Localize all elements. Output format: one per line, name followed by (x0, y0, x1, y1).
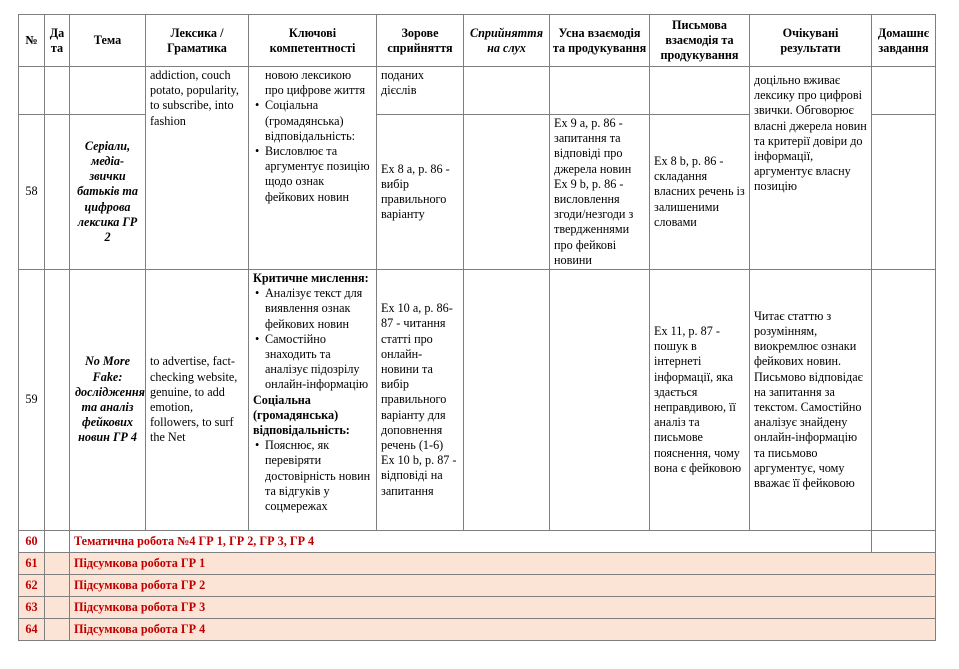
vocab-cell-57-58: addiction, couch potato, popularity, to subscribe, into fashion (146, 67, 249, 270)
lesson-topic: No More Fake: дослідження та аналіз фейкових новин ГР 4 (70, 270, 146, 531)
lesson-number: 61 (19, 553, 45, 575)
header-visual: Зорове сприйняття (377, 15, 464, 67)
cell-empty (550, 67, 650, 115)
header-written: Письмова взаємодія та продукування (650, 15, 750, 67)
date-cell (45, 270, 70, 531)
header-expected: Очікувані результати (750, 15, 872, 67)
homework-cell (872, 270, 936, 531)
cell-empty (650, 67, 750, 115)
lesson-plan-table (18, 14, 936, 641)
header-homework: Домашнє завдання (872, 15, 936, 67)
header-vocab: Лексика / Граматика (146, 15, 249, 67)
lesson-number: 64 (19, 619, 45, 641)
visual-continuation: поданих дієслів (377, 67, 464, 115)
summary-row-62 (19, 575, 936, 597)
social-responsibility-list (253, 438, 372, 514)
cell-empty (70, 67, 146, 115)
lesson-row-59 (19, 270, 936, 531)
summary-row-61 (19, 553, 936, 575)
header-num: № (19, 15, 45, 67)
summary-row-60 (19, 531, 936, 553)
cell-empty (45, 67, 70, 115)
lesson-number: 58 (19, 115, 45, 270)
vocab-cell: to advertise, fact-checking website, genuine, to add emotion, followers, to surf the Net (146, 270, 249, 531)
header-date: Да та (45, 15, 70, 67)
date-cell (45, 553, 70, 575)
oral-cell (550, 270, 650, 531)
continuation-row (19, 67, 936, 115)
date-cell (45, 575, 70, 597)
summary-row-63 (19, 597, 936, 619)
lesson-number: 63 (19, 597, 45, 619)
competencies-cell-58 (249, 67, 377, 270)
visual-cell: Ex 8 a, p. 86 - вибір правильного варіанту (377, 115, 464, 270)
lesson-number: 59 (19, 270, 45, 531)
written-cell: Ex 8 b, p. 86 - складання власних речень із залишеними словами (650, 115, 750, 270)
expected-text: доцільно вживає лексику про цифрові звички. Обговорює власні джерела новин та критерії довіри до інформації, аргументує власну позицію (754, 73, 867, 194)
final-work-title: Підсумкова робота ГР 3 (70, 597, 936, 619)
listening-cell (464, 270, 550, 531)
competencies-cell-59 (249, 270, 377, 531)
critical-thinking-heading: Критичне мислення: (253, 271, 369, 286)
date-cell (45, 597, 70, 619)
visual-cell: Ex 10 a, p. 86-87 - читання статті про онлайн-новини та вибір правильного варіанту для доповнення речень (1-6) Ex 10 b, p. 87 - відповіді на запитання (377, 270, 464, 531)
final-work-title: Підсумкова робота ГР 2 (70, 575, 936, 597)
lesson-number: 62 (19, 575, 45, 597)
competency-item: • Самостійно знаходить та аналізує підозрілу онлайн-інформацію (265, 332, 372, 393)
listening-cell (464, 115, 550, 270)
competency-item: • Аналізує текст для виявлення ознак фейкових новин (265, 286, 372, 332)
homework-cell (872, 115, 936, 270)
header-listening: Сприйняття на слух (464, 15, 550, 67)
lesson-number: 60 (19, 531, 45, 553)
date-cell (45, 115, 70, 270)
competency-list-58 (253, 98, 372, 204)
competency-item: • Висловлює та аргументує позицію щодо ознак фейкових новин (265, 144, 372, 205)
thematic-work-title: Тематична робота №4 ГР 1, ГР 2, ГР 3, ГР 4 (70, 531, 872, 553)
lesson-topic: Серіали, медіа-звички батьків та цифрова лексика ГР 2 (70, 115, 146, 270)
oral-cell: Ex 9 a, p. 86 - запитання та відповіді про джерела новин Ex 9 b, p. 86 - висловлення згоди/незгоди з твердженнями про фейкові новини (550, 115, 650, 270)
final-work-title: Підсумкова робота ГР 4 (70, 619, 936, 641)
header-oral: Усна взаємодія та продукування (550, 15, 650, 67)
date-cell (45, 531, 70, 553)
expected-cell: Читає статтю з розумінням, виокремлює ознаки фейкових новин. Письмово відповідає на запитання за текстом. Самостійно аналізує знайдену онлайн-інформацію та письмово аргументує, чому вважає її фейковою (750, 270, 872, 531)
expected-cell-57-58 (750, 67, 872, 270)
cell-empty (872, 67, 936, 115)
written-cell: Ex 11, p. 87 - пошук в інтернеті інформації, яка здається неправдивою, її аналіз та письмове пояснення, чому вона є фейковою (650, 270, 750, 531)
competency-item: • Соціальна (громадянська) відповідальність: (265, 98, 372, 144)
cell-empty (19, 67, 45, 115)
homework-cell (872, 531, 936, 553)
header-topic: Тема (70, 15, 146, 67)
critical-thinking-list (253, 286, 372, 392)
header-row (19, 15, 936, 67)
final-work-title: Підсумкова робота ГР 1 (70, 553, 936, 575)
header-competencies: Ключові компетентності (249, 15, 377, 67)
summary-row-64 (19, 619, 936, 641)
date-cell (45, 619, 70, 641)
social-responsibility-heading: Соціальна (громадянська) відповідальність: (253, 392, 350, 438)
competency-continuation: новою лексикою про цифрове життя (265, 68, 366, 98)
competency-item: • Пояснює, як перевіряти достовірність новин та відгуків у соцмережах (265, 438, 372, 514)
cell-empty (464, 67, 550, 115)
